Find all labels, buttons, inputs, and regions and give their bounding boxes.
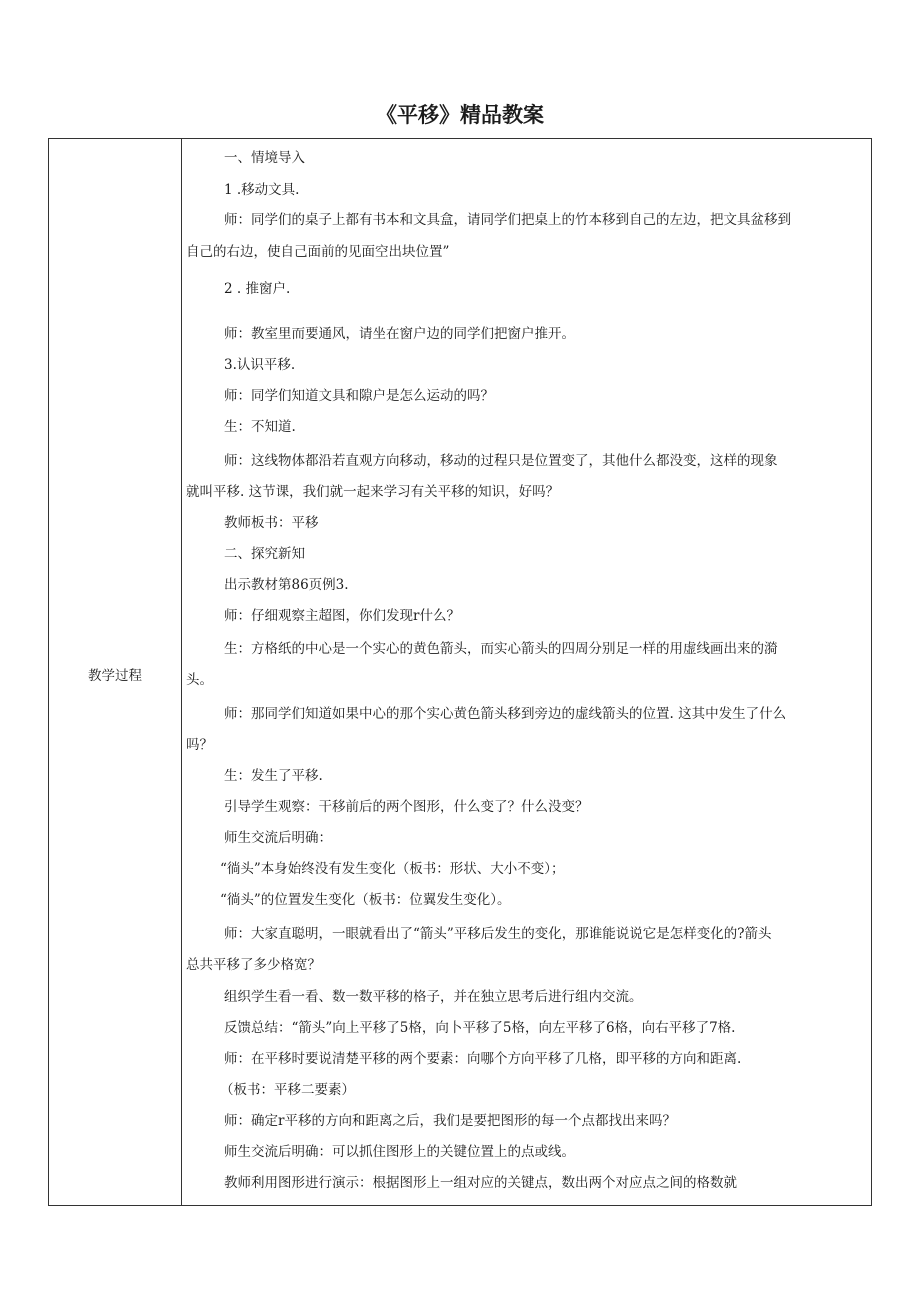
content-cell — [182, 139, 871, 1205]
text-line: 师：确定r平移的方向和距离之后，我们是要把图形的每一个点都找出来吗？ — [224, 1113, 676, 1129]
text-line: 生：发生了平移. — [224, 768, 323, 784]
text-line: 出示教材第86页例3. — [224, 577, 349, 593]
text-line: 引导学生观察：干移前后的两个图形，什么变了？什么没变？ — [224, 799, 589, 815]
text-line: 自己的右边，使自己面前的见面空出块位置” — [186, 244, 450, 260]
text-line: 头。 — [186, 672, 213, 688]
text-line: 生：不知道. — [224, 419, 296, 435]
text-line: 教师板书：平移 — [224, 515, 319, 531]
heading-explore-new: 二、探究新知 — [224, 546, 305, 562]
text-line: 师生交流后明确： — [224, 830, 332, 846]
text-line: 师：这线物体都沿若直观方向移动，移动的过程只是位置变了，其他什么都没变，这样的现象 — [224, 453, 778, 469]
heading-situation-intro: 一、情境导入 — [224, 150, 305, 166]
section-label: 教学过程 — [88, 668, 142, 684]
text-line: 师：仔细观察主超图，你们发现r什么？ — [224, 608, 460, 624]
text-line: 生：方格纸的中心是一个实心的黄色箭头，而实心箭头的四周分别足一样的用虚线画出来的漪 — [224, 641, 778, 657]
text-line: “徜头”的位置发生变化（板书：位翼发生变化）。 — [220, 892, 511, 908]
item-move-stationery: 1 .移动文具. — [224, 182, 300, 198]
text-line: 师：教室里而要通风，请坐在窗户边的同学们把窗户推开。 — [224, 326, 575, 342]
text-line: 总共平移了多少格宽？ — [186, 957, 321, 973]
text-line: 反馈总结：“箭头”向上平移了5格，向卜平移了5格，向左平移了6格，向右平移了7格. — [224, 1020, 736, 1036]
text-line: 师：大家直聪明，一眼就看出了“箭头”平移后发生的变化，那谁能说说它是怎样变化的?箭头 — [224, 926, 772, 942]
text-line: 吗？ — [186, 737, 213, 753]
text-line: 师生交流后明确：可以抓住图形上的关键位置上的点或线。 — [224, 1144, 575, 1160]
text-line: 师：同学们知道文具和隙户是怎么运动的吗？ — [224, 388, 494, 404]
item-push-window: 2 . 推窗户. — [224, 281, 291, 297]
text-line: 教师利用图形进行演示：根据图形上一组对应的关键点，数出两个对应点之间的格数就 — [224, 1175, 737, 1191]
item-know-translation: 3.认识平移. — [224, 357, 296, 373]
section-label-cell — [49, 139, 182, 1205]
text-line: （板书：平移二要素） — [220, 1082, 355, 1098]
text-line: 组织学生看一看、数一数平移的格子，并在独立思考后进行组内交流。 — [224, 989, 643, 1005]
text-line: 师：那同学们知道如果中心的那个实心黄色箭头移到旁边的虚线箭头的位置. 这其中发生了什么 — [224, 706, 787, 722]
text-line: 就叫平移. 这节课，我们就一起来学习有关平移的知识，好吗？ — [186, 484, 560, 500]
text-line: 师：同学们的桌子上都有书本和文具盒，请同学们把桌上的竹本移到自己的左边，把文具盆移到 — [224, 212, 791, 228]
lesson-table — [48, 138, 872, 1206]
text-line: 师：在平移时要说清楚平移的两个要素：向哪个方向平移了几格，即平移的方向和距离. — [224, 1051, 742, 1067]
document-title: 《平移》精品教案 — [376, 103, 544, 127]
text-line: “徜头”本身始终没有发生变化（板书：形状、大小不变）； — [220, 861, 565, 877]
